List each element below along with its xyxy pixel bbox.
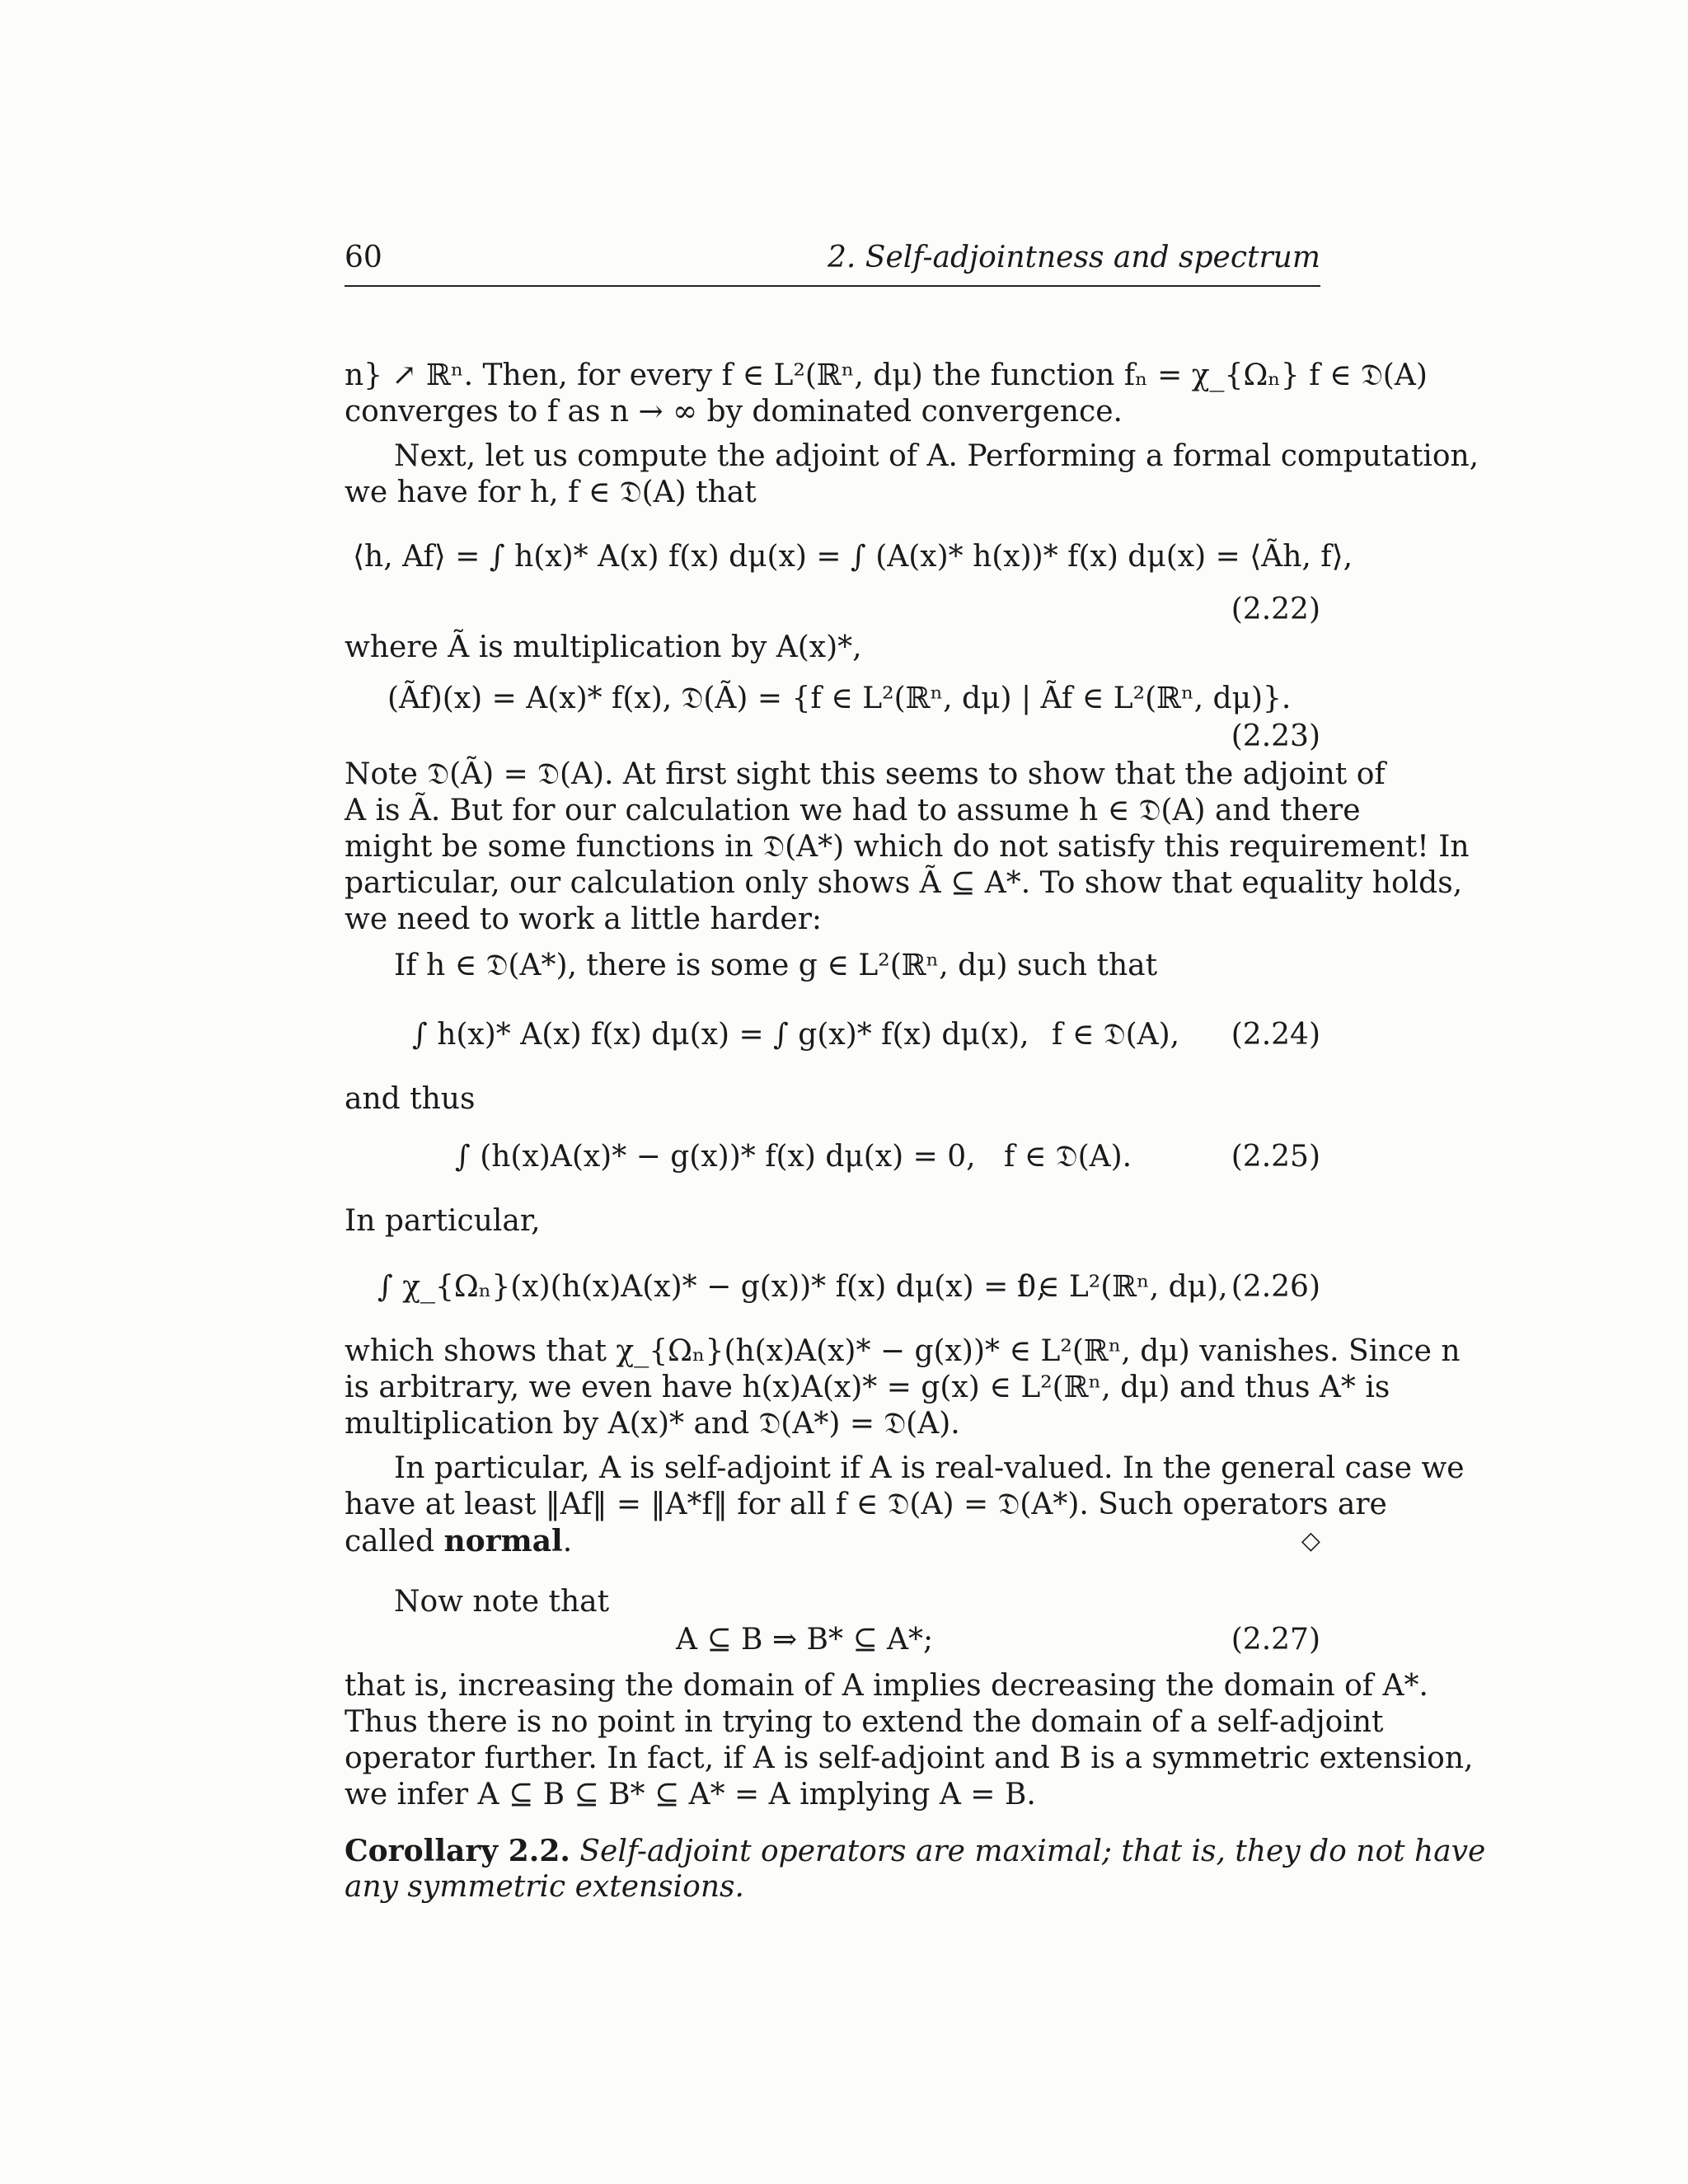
text-line: n} ↗ ℝⁿ. Then, for every f ∈ L²(ℝⁿ, dμ) the function fₙ = χ_{Ωₙ} f ∈ 𝔇(A) [345, 359, 1428, 392]
text-line: we infer A ⊆ B ⊆ B* ⊆ A* = A implying A = B. [345, 1778, 1036, 1811]
text-line: In particular, A is self-adjoint if A is real-valued. In the general case we [394, 1451, 1465, 1485]
text-line: and thus [345, 1082, 476, 1116]
page-number: 60 [345, 241, 382, 274]
text-line: multiplication by A(x)* and 𝔇(A*) = 𝔇(A). [345, 1407, 960, 1441]
text-fragment: . [562, 1525, 573, 1558]
text-line: which shows that χ_{Ωₙ}(h(x)A(x)* − g(x))* ∈ L²(ℝⁿ, dμ) vanishes. Since n [345, 1334, 1461, 1368]
text-line: In particular, [345, 1204, 541, 1238]
term-normal: normal [443, 1524, 563, 1558]
text-line: A is Ã. But for our calculation we had to assume h ∈ 𝔇(A) and there [345, 794, 1361, 827]
equation-2-25: ∫ (h(x)A(x)* − g(x))* f(x) dμ(x) = 0, [455, 1140, 976, 1174]
text-line: Thus there is no point in trying to extend the domain of a self-adjoint [345, 1705, 1384, 1739]
equation-number: (2.27) [1231, 1623, 1320, 1657]
text-fragment: called [345, 1525, 444, 1558]
text-line: operator further. In fact, if A is self-adjoint and B is a symmetric extension, [345, 1741, 1474, 1775]
text-line [345, 1523, 1320, 1560]
equation-2-26: ∫ χ_{Ωₙ}(x)(h(x)A(x)* − g(x))* f(x) dμ(x) = 0, [377, 1270, 1047, 1304]
equation-number: (2.26) [1231, 1270, 1320, 1304]
text-line: Now note that [394, 1585, 610, 1619]
text-line: Note 𝔇(Ã) = 𝔇(A). At first sight this seems to show that the adjoint of [345, 757, 1386, 791]
equation-number: (2.23) [1231, 719, 1320, 753]
corollary-text: Self-adjoint operators are maximal; that is, they do not have [579, 1835, 1486, 1868]
corollary-label: Corollary 2.2. [345, 1834, 570, 1868]
page-header [345, 241, 1320, 287]
equation-condition: f ∈ 𝔇(A). [1004, 1140, 1132, 1174]
equation-2-27: A ⊆ B ⇒ B* ⊆ A*; [676, 1623, 934, 1657]
running-head: 2. Self-adjointness and spectrum [828, 241, 1320, 274]
equation-2-24: ∫ h(x)* A(x) f(x) dμ(x) = ∫ g(x)* f(x) dμ(x), [412, 1018, 1029, 1052]
text-line: Next, let us compute the adjoint of A. Performing a formal computation, [394, 439, 1479, 473]
text-line: particular, our calculation only shows Ã ⊆ A*. To show that equality holds, [345, 866, 1463, 900]
equation-number: (2.25) [1231, 1140, 1320, 1174]
text-line: where Ã is multiplication by A(x)*, [345, 630, 862, 664]
equation-condition: f ∈ L²(ℝⁿ, dμ), [1017, 1270, 1228, 1304]
text-line: we need to work a little harder: [345, 902, 823, 936]
equation-2-23: (Ãf)(x) = A(x)* f(x), 𝔇(Ã) = {f ∈ L²(ℝⁿ, dμ) | Ãf ∈ L²(ℝⁿ, dμ)}. [387, 682, 1292, 715]
text-line: converges to f as n → ∞ by dominated convergence. [345, 395, 1123, 429]
equation-2-22: ⟨h, Af⟩ = ∫ h(x)* A(x) f(x) dμ(x) = ∫ (A(x)* h(x))* f(x) dμ(x) = ⟨Ãh, f⟩, [353, 540, 1353, 574]
corollary-text: any symmetric extensions. [345, 1870, 744, 1904]
equation-number: (2.22) [1231, 593, 1320, 626]
text-line: If h ∈ 𝔇(A*), there is some g ∈ L²(ℝⁿ, dμ) such that [394, 949, 1158, 982]
text-line: is arbitrary, we even have h(x)A(x)* = g(x) ∈ L²(ℝⁿ, dμ) and thus A* is [345, 1371, 1390, 1404]
text-line: that is, increasing the domain of A implies decreasing the domain of A*. [345, 1669, 1428, 1703]
text-line: have at least ‖Af‖ = ‖A*f‖ for all f ∈ 𝔇(A) = 𝔇(A*). Such operators are [345, 1488, 1387, 1521]
equation-condition: f ∈ 𝔇(A), [1052, 1018, 1180, 1052]
end-of-example-diamond-icon: ◇ [1301, 1526, 1320, 1555]
text-line: might be some functions in 𝔇(A*) which do not satisfy this requirement! In [345, 830, 1470, 864]
corollary-line [345, 1833, 1486, 1870]
equation-number: (2.24) [1231, 1018, 1320, 1052]
text-line: we have for h, f ∈ 𝔇(A) that [345, 476, 757, 509]
